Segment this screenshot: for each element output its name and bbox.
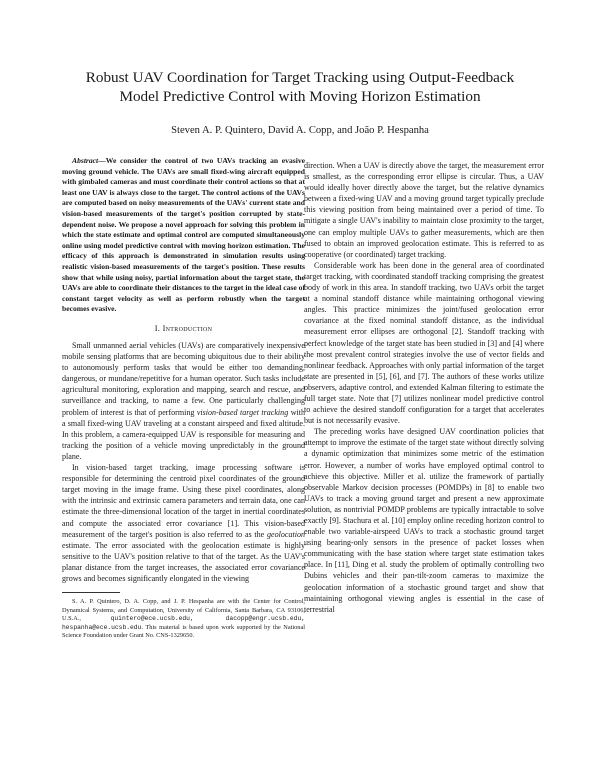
footnote-text: S. A. P. Quintero, D. A. Copp, and J. P. Hespanha are with the Center for Control, Dynamical Systems, and Computation, University of California, Santa Barbara, CA 93106, U.S.A.,	[62, 598, 305, 623]
intro-paragraph-5: The preceding works have designed UAV coordination policies that attempt to improve the estimate of the target state without directly solving a dynamic optimization that minimizes some metric of the estimation error. However, a number of works have employed optimal control to achieve this objective. Miller et al. utilize the framework of partially observable Markov decision processes (POMDPs) in [8] to enable two UAVs to track a moving ground target and present a new approximate solution, as nontrivial POMDP problems are typically intractable to solve exactly [9]. Stachura et al. [10] employ online receding horizon control to enable two variable-airspeed UAVs to track a stochastic ground target using bearing-only sensors in the presence of packet losses when communicating with the base station where target state estimation takes place. In [11], Ding et al. study the problem of optimally controlling two Dubins vehicles and their pan-tilt-zoom cameras to maximize the geolocation information of a stochastic ground target and show that maintaining orthogonal viewing angles is essential in the case of terrestrial	[304, 427, 544, 614]
abstract	[62, 156, 305, 315]
intro-paragraph-1	[62, 340, 305, 462]
title-line-2: Model Predictive Control with Moving Horizon Estimation	[119, 88, 481, 105]
right-column	[304, 160, 544, 615]
abstract-label: Abstract	[72, 156, 99, 165]
abstract-text: —We consider the control of two UAVs tracking an evasive moving ground vehicle. The UAVs are small fixed-wing aircraft equipped with gimbaled cameras and must coordinate their control actions so that at least one UAV is always close to the target. The control actions of the UAVs are computed based on noisy measurements of the UAVs' current state and vision-based measurements of the target's position corrupted by state-dependent noise. We propose a novel approach for solving this problem in which the state estimate and optimal control are computed simultaneously online using model predictive control with moving horizon estimation. The efficacy of this approach is demonstrated in simulation results using realistic vision-based measurements of the target's position. These results show that while using noisy, partial information about the target state, the UAVs are able to coordinate their distances to the target in the ideal case of constant target velocity as well as perform robustly when the target becomes evasive.	[62, 156, 305, 314]
left-column	[62, 156, 305, 641]
intro-paragraph-3: direction. When a UAV is directly above the target, the measurement error is smallest, as the corresponding error ellipse is circular. Thus, a UAV would ideally hover directly above the target, but the relative dynamics between a fixed-wing UAV and a moving ground target typically preclude this viewing position from being maintained over a period of time. To mitigate a single UAV's inability to maintain close proximity to the target, one can employ multiple UAVs to gather measurements, which are then fused to obtain an improved geolocation estimate. This is referred to as cooperative (or coordinated) target tracking.	[304, 161, 544, 259]
paragraph-text: estimate. The error associated with the geolocation estimate is highly sensitive to the UAV's position relative to that of the target. As the UAV's planar distance from the target increases, the associated error covariance grows and becomes significantly elongated in the viewing	[62, 540, 305, 583]
paragraph-text: with a small fixed-wing UAV traveling at a constant airspeed and fixed altitude. In this problem, a camera-equipped UAV is responsible for measuring and tracking the position of a vehicle moving unpredictably in the ground plane.	[62, 407, 305, 461]
author-list: Steven A. P. Quintero, David A. Copp, and João P. Hespanha	[171, 125, 429, 136]
intro-paragraph-4: Considerable work has been done in the general area of coordinated target tracking, with coordinated standoff tracking comprising the greatest body of work in this area. In standoff tracking, two UAVs orbit the target at a nominal standoff distance while maintaining orthogonal viewing angles. This practice minimizes the joint/fused geolocation error covariance at the fixed nominal standoff distance, as the individual measurement error ellipses are orthogonal [2]. Standoff tracking with perfect knowledge of the target state has been studied in [3] and [4] where the most prevalent control strategies involve the use of vector fields and nonlinear feedback. Approaches with only partial information of the target state are presented in [5], [6], and [7]. The authors of these works utilize observers, adaptive control, and extended Kalman filtering to estimate the full target state. Note that [7] utilizes nonlinear model predictive control to achieve the desired standoff configuration for a target that accelerates but is not necessarily evasive.	[304, 260, 544, 426]
intro-paragraph-2	[62, 462, 305, 584]
section-heading	[62, 323, 305, 334]
author-footnote	[62, 598, 305, 641]
footnote-emails: quintero@ece.ucsb.edu, dacopp@engr.ucsb.edu, hespanha@ece.ucsb.edu	[62, 615, 306, 631]
section-title: Introduction	[162, 323, 213, 333]
section-number: I.	[154, 323, 161, 333]
title-line-1: Robust UAV Coordination for Target Tracking using Output-Feedback	[85, 69, 515, 86]
footnote-text: . This material is based upon work supported by the National Science Foundation under Grant No. CNS-1329650.	[62, 623, 305, 640]
emphasis-text: vision-based target tracking	[196, 407, 289, 417]
emphasis-text: geolocation	[267, 529, 305, 539]
footnote-rule	[62, 592, 120, 593]
paragraph-text: Small unmanned aerial vehicles (UAVs) are comparatively inexpensive mobile sensing platforms that are becoming ubiquitous due to their ability to autonomously perform tasks that would be either too demanding, dangerous, or mundane/repetitive for a human operator. Such tasks include agricultural monitoring, exploration and mapping, search and rescue, and surveillance and tracking, to name a few. One particularly challenging problem of interest is that of performing	[62, 341, 305, 417]
paragraph-text: In vision-based target tracking, image processing software is responsible for determining the centroid pixel coordinates of the ground target moving in the image frame. Using these pixel coordinates, along with the intrinsic and extrinsic camera parameters and terrain data, one can estimate the three-dimensional location of the target in inertial coordinates and compute the associated error covariance [1]. This vision-based measurement of the target's position is also referred to as the	[62, 463, 305, 539]
paper-title	[40, 68, 560, 106]
